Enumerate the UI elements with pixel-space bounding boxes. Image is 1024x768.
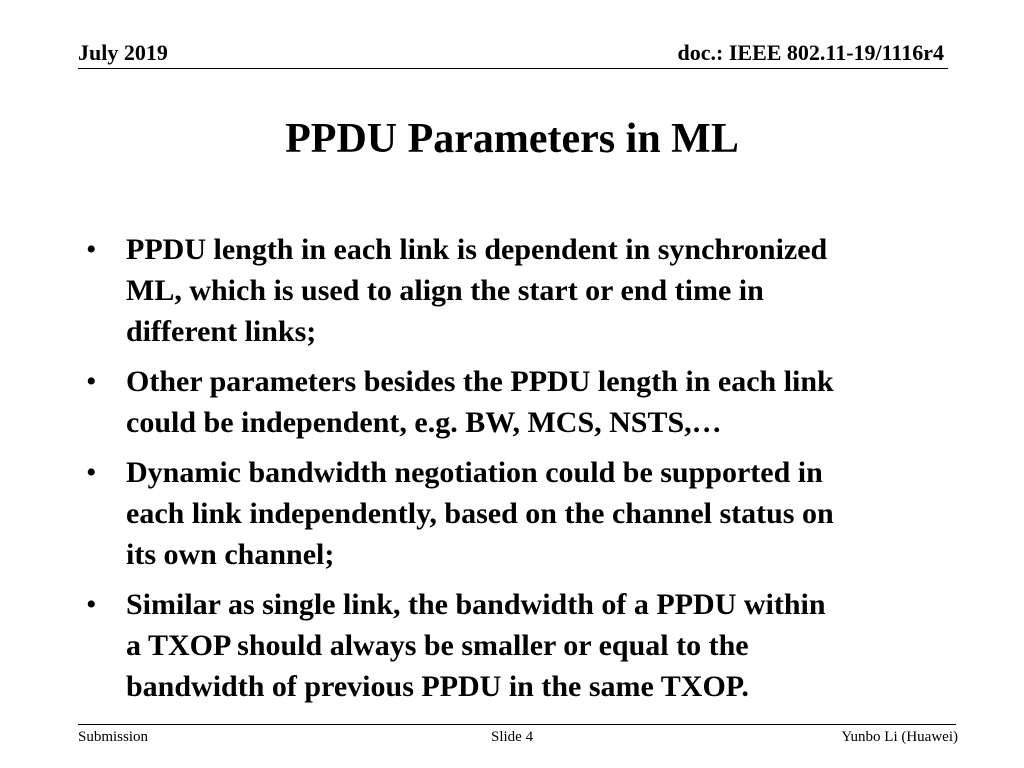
bullet-list <box>86 229 956 716</box>
bullet-icon: • <box>86 588 97 621</box>
bullet-2-line-1: Other parameters besides the PPDU length in each link <box>126 365 834 398</box>
bullet-icon: • <box>86 365 97 398</box>
bullet-item-3 <box>86 452 956 575</box>
footer-author: Yunbo Li (Huawei) <box>841 729 958 745</box>
bullet-icon: • <box>86 456 97 489</box>
bullet-1-line-1: PPDU length in each link is dependent in synchronized <box>126 233 828 266</box>
header-doc-id: doc.: IEEE 802.11-19/1116r4 <box>677 40 944 65</box>
bullet-2-line-2: could be independent, e.g. BW, MCS, NSTS,… <box>126 406 722 439</box>
bullet-item-4 <box>86 584 956 707</box>
header-date: July 2019 <box>78 40 168 65</box>
header-divider <box>78 68 948 69</box>
slide-title: PPDU Parameters in ML <box>285 116 739 162</box>
bullet-1-line-3: different links; <box>126 315 317 348</box>
footer-divider <box>78 724 956 725</box>
bullet-4-line-1: Similar as single link, the bandwidth of a PPDU within <box>126 588 826 621</box>
bullet-3-line-3: its own channel; <box>126 538 335 571</box>
bullet-3-line-1: Dynamic bandwidth negotiation could be supported in <box>126 456 823 489</box>
bullet-item-2 <box>86 361 956 443</box>
bullet-3-line-2: each link independently, based on the channel status on <box>126 497 834 530</box>
bullet-1-line-2: ML, which is used to align the start or end time in <box>126 274 764 307</box>
bullet-icon: • <box>86 233 97 266</box>
footer-submission: Submission <box>78 729 149 745</box>
bullet-item-1 <box>86 229 956 352</box>
bullet-4-line-3: bandwidth of previous PPDU in the same TXOP. <box>126 670 749 703</box>
bullet-4-line-2: a TXOP should always be smaller or equal to the <box>126 629 749 662</box>
footer-slide-number: Slide 4 <box>491 729 534 745</box>
